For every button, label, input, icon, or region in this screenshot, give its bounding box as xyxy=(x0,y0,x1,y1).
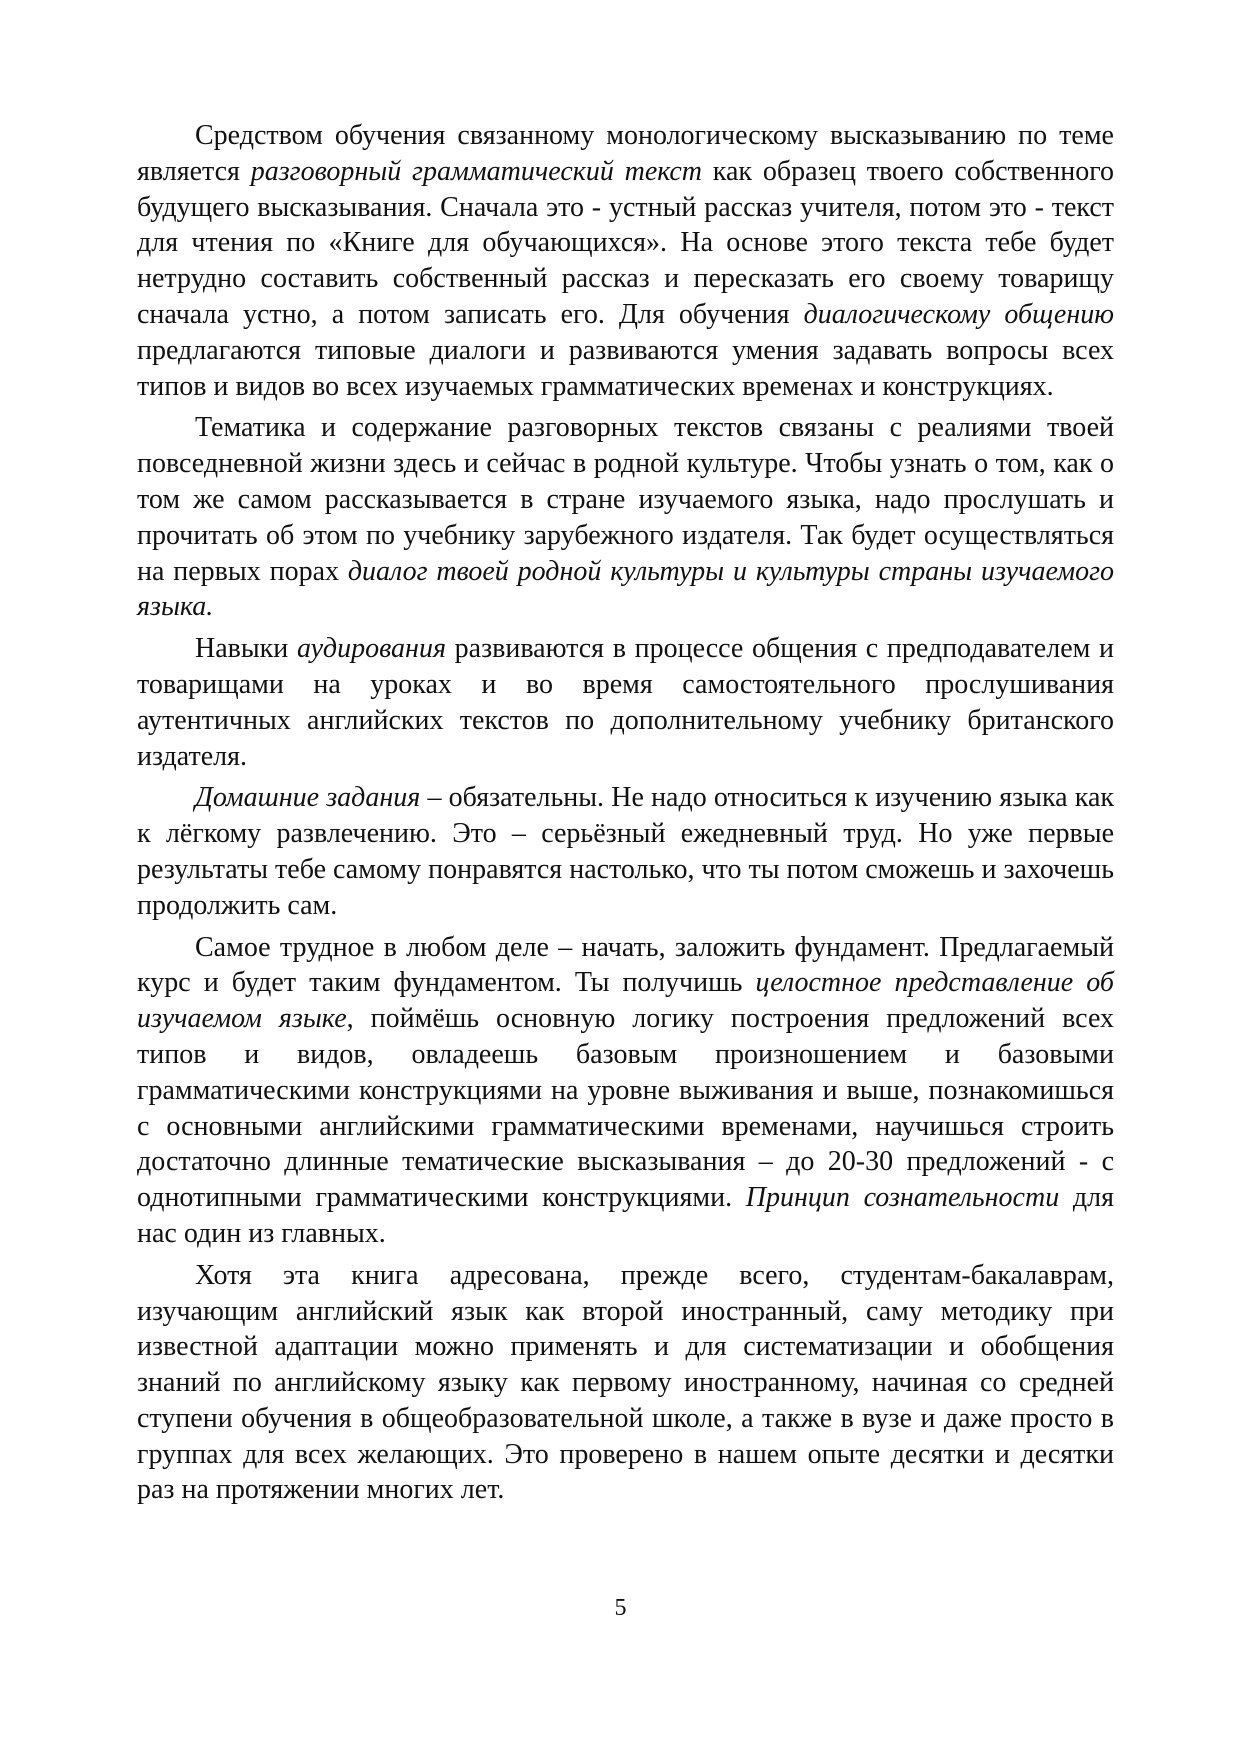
paragraph xyxy=(137,410,1114,625)
text-segment: как образец твоего собственного будущего высказывания. Сначала это - устный рассказ учителя, потом это - текст для чтения по «Книге для обучающихся». На основе этого текста тебе будет нетрудно составить собственный рассказ и пересказать его своему товарищу сначала устно, а потом записать его. Для обучения xyxy=(137,155,1114,330)
italic-text-segment: Принцип сознательности xyxy=(745,1182,1060,1214)
text-segment: Хотя эта книга адресована, прежде всего, студентам-бакалаврам, изучающим английский язык как второй иностранный, саму методику при известной адаптации можно применять и для систематизации и обобщения знаний по английскому языку как первому иностранному, начиная со средней ступени обучения в общеобразовательной школе, а также в вузе и даже просто в группах для всех желающих. Это проверено в нашем опыте десятки и десятки раз на протяжении многих лет. xyxy=(137,1259,1114,1506)
text-segment: , поймёшь основную логику построения предложений всех типов и видов, овладеешь базовым произношением и базовыми грамматическими конструкциями на уровне выживания и выше, познакомишься с основными английскими грамматическими временами, научишься строить достаточно длинные тематические высказывания – до 20-30 предложений - с однотипными грамматическими конструкциями. xyxy=(137,1003,1114,1214)
paragraph xyxy=(137,631,1114,774)
italic-text-segment: Домашние задания xyxy=(195,782,421,814)
text-segment: Средством обучения связанному монологическому высказыванию по теме является xyxy=(137,120,1114,187)
paragraph xyxy=(137,780,1114,923)
italic-text-segment: диалог твоей родной культуры и культуры страны изучаемого языка. xyxy=(137,555,1114,623)
italic-text-segment: разговорный грамматический текст xyxy=(250,155,702,187)
paragraph xyxy=(137,1258,1114,1509)
text-segment: Тематика и содержание разговорных текстов связаны с реалиями твоей повседневной жизни здесь и сейчас в родной культуре. Чтобы узнать о том, как о том же самом рассказывается в стране изучаемого языка, надо прослушать и прочитать об этом по учебнику зарубежного издателя. Так будет осуществляться на первых порах xyxy=(137,412,1114,587)
text-segment: – обязательны. Не надо относиться к изучению языка как к лёгкому развлечению. Это – серьёзный ежедневный труд. Но уже первые результаты тебе самому понравятся настолько, что ты потом сможешь и захочешь продолжить сам. xyxy=(137,782,1114,921)
italic-text-segment: целостное представление об изучаемом языке xyxy=(137,967,1114,1035)
italic-text-segment: диалогическому общению xyxy=(803,298,1114,330)
text-segment: для нас один из главных. xyxy=(137,1182,1114,1249)
paragraph xyxy=(137,930,1114,1252)
text-segment: предлагаются типовые диалоги и развиваются умения задавать вопросы всех типов и видов во всех изучаемых грамматических временах и конструкциях. xyxy=(137,334,1114,402)
paragraph xyxy=(137,118,1114,404)
text-segment: развиваются в процессе общения с предподавателем и товарищами на уроках и во время самостоятельного прослушивания аутентичных английских текстов по дополнительному учебнику британского издателя. xyxy=(137,633,1114,772)
italic-text-segment: аудирования xyxy=(296,633,446,665)
body-text xyxy=(137,118,1114,1508)
text-segment: Самое трудное в любом деле – начать, заложить фундамент. Предлагаемый курс и будет таким фундаментом. Ты получишь xyxy=(137,931,1114,999)
text-segment: Навыки xyxy=(195,633,297,665)
page-number: 5 xyxy=(614,1595,627,1621)
